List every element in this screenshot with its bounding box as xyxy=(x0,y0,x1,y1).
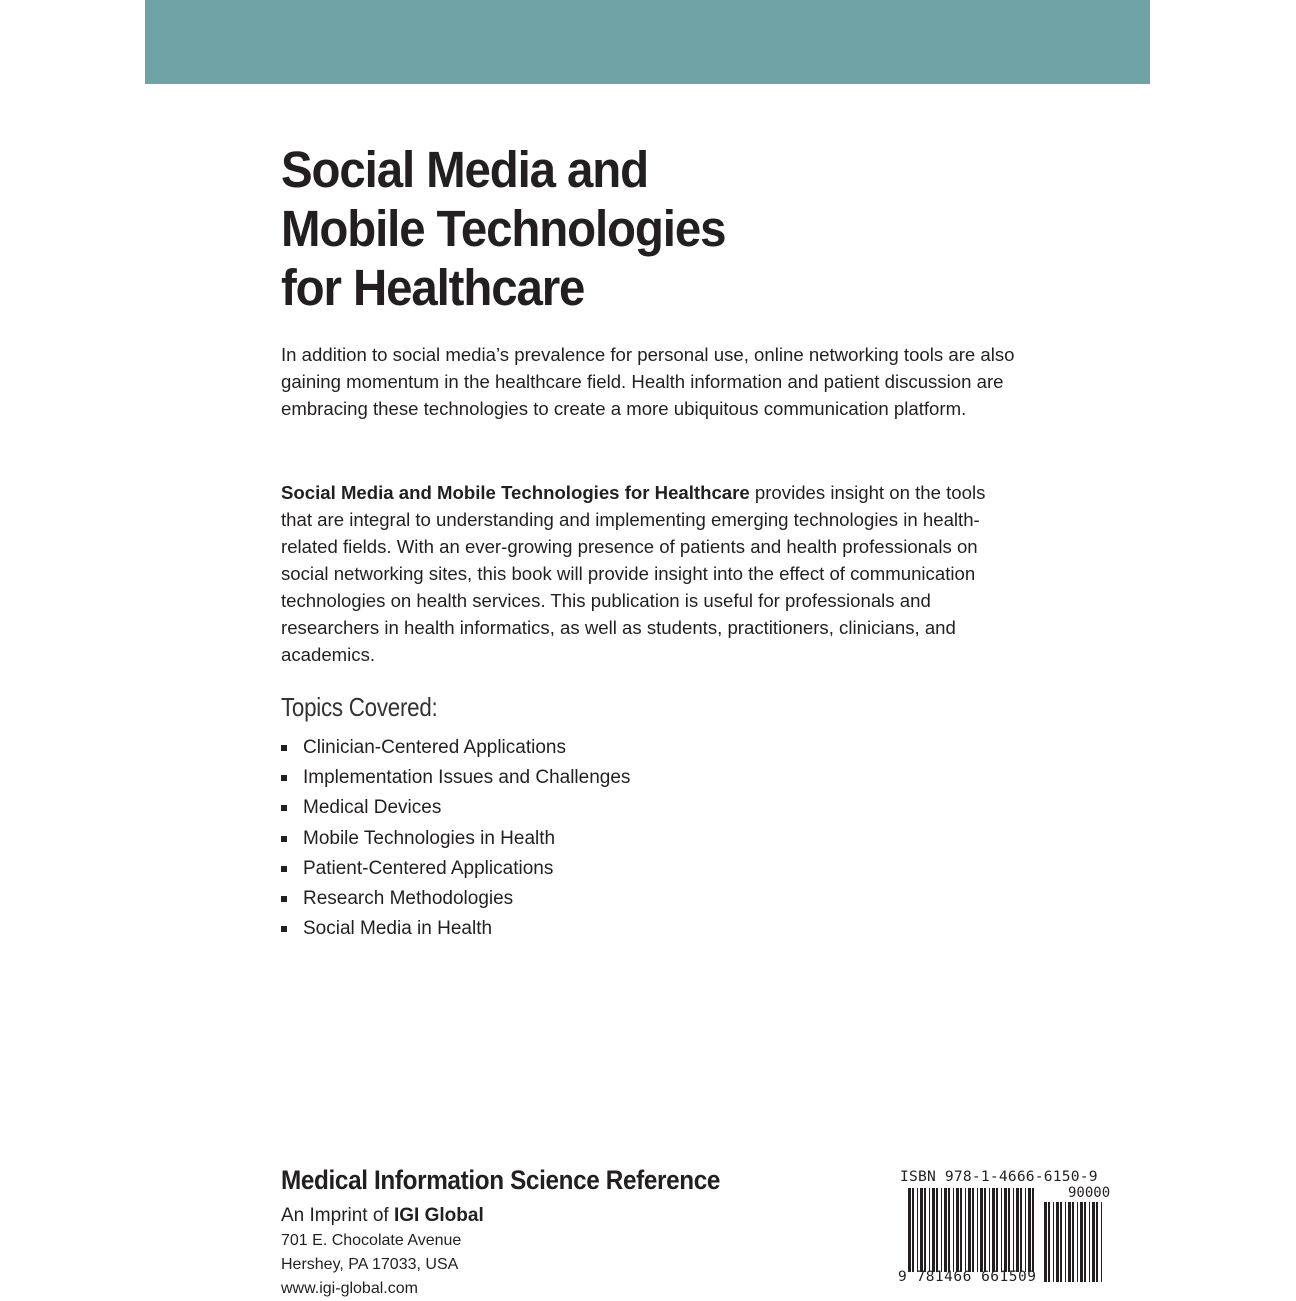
list-item xyxy=(281,733,630,763)
description-paragraph xyxy=(281,479,1021,668)
topic-label: Research Methodologies xyxy=(303,887,514,909)
list-item xyxy=(281,824,630,854)
list-item xyxy=(281,884,630,914)
cover-color-band xyxy=(145,0,1150,84)
imprint-name: Medical Information Science Reference xyxy=(281,1165,721,1195)
ean-digits: 9 781466 661509 xyxy=(898,1269,1037,1285)
address-line-2: Hershey, PA 17033, USA xyxy=(281,1256,459,1273)
bullet-icon xyxy=(281,926,287,932)
publisher-address xyxy=(281,1229,461,1301)
title-line-1: Social Media and xyxy=(281,141,648,198)
list-item xyxy=(281,763,630,793)
bullet-icon xyxy=(281,836,287,842)
description-bold-title: Social Media and Mobile Technologies for Healthcare xyxy=(281,482,750,503)
bullet-icon xyxy=(281,866,287,872)
topic-label: Implementation Issues and Challenges xyxy=(303,767,631,789)
book-title xyxy=(281,140,725,317)
bullet-icon xyxy=(281,775,287,781)
bullet-icon xyxy=(281,805,287,811)
topic-label: Social Media in Health xyxy=(303,918,493,940)
topic-label: Clinician-Centered Applications xyxy=(303,737,566,758)
description-text: provides insight on the tools that are integral to understanding and implementing emerging technologies in health-related fields. With an ever-growing presence of patients and health professionals on social networking sites, this book will provide insight into the effect of communication technologies on health services. This publication is useful for professionals and researchers in health informatics, as well as students, practitioners, clinicians, and academics. xyxy=(281,482,986,665)
topic-label: Mobile Technologies in Health xyxy=(303,827,556,849)
list-item xyxy=(281,914,630,944)
addon-digits: 90000 xyxy=(1068,1185,1111,1201)
address-line-1: 701 E. Chocolate Avenue xyxy=(281,1232,462,1249)
website: www.igi-global.com xyxy=(281,1280,418,1297)
topic-label: Patient-Centered Applications xyxy=(303,857,554,879)
bullet-icon xyxy=(281,745,287,751)
barcode xyxy=(898,1168,1111,1286)
intro-paragraph: In addition to social media’s prevalence for personal use, online networking tools are also gaining momentum in the healthcare field. Health information and patient discussion are embracing these technologies to create a more ubiquitous communication platform. xyxy=(281,344,1015,419)
topics-heading: Topics Covered: xyxy=(281,692,438,722)
bullet-icon xyxy=(281,896,287,902)
title-line-3: for Healthcare xyxy=(281,259,585,316)
topic-label: Medical Devices xyxy=(303,797,442,819)
title-line-2: Mobile Technologies xyxy=(281,200,726,257)
isbn-text: ISBN 978-1-4666-6150-9 xyxy=(900,1168,1098,1185)
parent-publisher: IGI Global xyxy=(394,1205,484,1226)
list-item xyxy=(281,793,630,823)
list-item xyxy=(281,854,630,884)
imprint-of-label: An Imprint of xyxy=(281,1205,394,1226)
imprint-line xyxy=(281,1203,484,1229)
topics-list xyxy=(281,733,630,944)
